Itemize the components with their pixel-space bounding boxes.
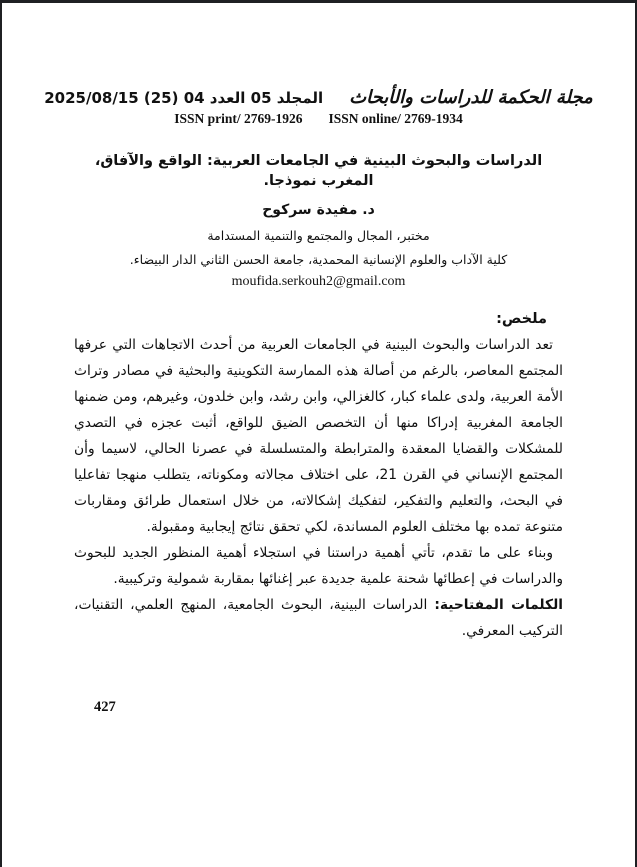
issn-print: ISSN print/ 2769-1926 (174, 111, 303, 126)
page-number: 427 (94, 699, 116, 715)
journal-title-line (44, 87, 593, 108)
abstract-paragraph-2: وبناء على ما تقدم، تأتي أهمية دراستنا في استجلاء أهمية المنظور الجديد للبحوث والدراسات في إعطائها شحنة علمية جديدة عبر إغنائها بمقاربة شمولية وتركيبية. (74, 545, 563, 587)
abstract-section (74, 311, 563, 644)
article-title: الدراسات والبحوث البينية في الجامعات العربية: الواقع والآفاق، المغرب نموذجا. (94, 153, 543, 189)
author-affiliation-faculty: كلية الآداب والعلوم الإنسانية المحمدية، جامعة الحسن الثاني الدار البيضاء. (129, 252, 508, 267)
issn-line (74, 111, 563, 127)
article-author: د. مفيدة سركوح (262, 202, 375, 218)
journal-header (44, 87, 593, 127)
keywords-label: الكلمات المفتاحية: (434, 597, 563, 613)
issn-online: ISSN online/ 2769-1934 (328, 111, 463, 126)
journal-issue-info: المجلد 05 العدد 04 (25) 2025/08/15 (44, 89, 324, 107)
journal-name: مجلة الحكمة للدراسات والأبحاث (349, 87, 593, 108)
abstract-paragraph-1: تعد الدراسات والبحوث البينية في الجامعات العربية من أحدث الاتجاهات التي عرفها المجتمع المعاصر، بالرغم من أصالة هذه الممارسة التكوينية والبحثية في مصادر وتراث الأمة العربية، ولدى علماء كبار، كالغزالي، وابن رشد، وابن خلدون، وغيرهم، ومن ضمنها الجامعة المغربية إدراكا منها أن التخصص الضيق للواقع، أثبت عجزه في التصدي للمشكلات والقضايا المعقدة والمترابطة والمتسلسلة في عصرنا الحالي، لاسيما وأن المجتمع الإنساني في القرن 21، على اختلاف مجالاته ومكوناته، يتطلب منهجا تفاعليا في البحث، والتعليم والتفكير، لتفكيك إشكالاته، من خلال استعمال طرائق ومقاربات متنوعة تمده بها مختلف العلوم المساندة، لكي تحقق نتائج إيجابية ومقبولة. (74, 337, 563, 535)
author-email: moufida.serkouh2@gmail.com (231, 274, 406, 289)
article-title-block (74, 151, 563, 290)
page-content (2, 3, 635, 644)
author-affiliation-lab: مختبر، المجال والمجتمع والتنمية المستدامة (207, 228, 430, 243)
abstract-heading: ملخص: (496, 311, 547, 327)
keywords-line (74, 592, 563, 644)
keywords-text: الدراسات البينية، البحوث الجامعية، المنهج العلمي، التقنيات، التركيب المعرفي. (74, 597, 563, 639)
